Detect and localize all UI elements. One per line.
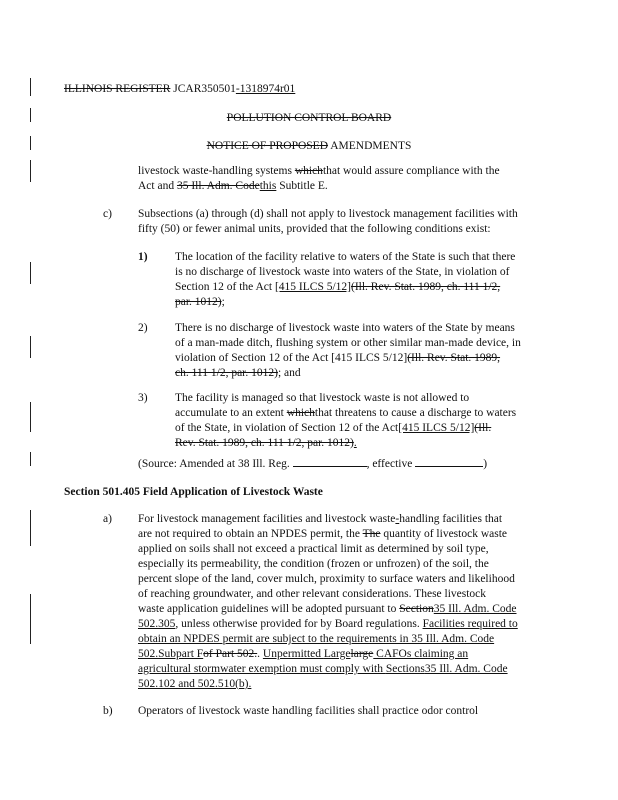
register-blank [293, 456, 367, 467]
condition-2-line-2: of a man-made ditch, flushing system or other similar man-made device, in [175, 337, 521, 349]
item-a-line-7: waste application guidelines will be adopted pursuant to Section35 Ill. Adm. Code [138, 603, 517, 615]
effective-date-blank [415, 456, 483, 467]
condition-3-number: 3) [138, 392, 148, 404]
condition-3-line-2: accumulate to an extent whichthat threatens to cause a discharge to waters [175, 407, 517, 419]
item-a-line-12: 502.102 and 502.510(b). [138, 678, 252, 690]
item-b-line-1: Operators of livestock waste handling facilities shall practice odor control [138, 705, 479, 717]
intro-line-2: Act and 35 Ill. Adm. Codethis Subtitle E. [138, 180, 328, 192]
condition-2-line-4: ch. 111 1/2, par. 1012); and [175, 367, 301, 379]
change-bar [30, 262, 31, 284]
condition-1-line-3: Section 12 of the Act [415 ILCS 5/12](Ill. Rev. Stat. 1989, ch. 111 1/2, [175, 281, 501, 293]
item-a-line-2: are not required to obtain an NPDES permit, the The quantity of livestock waste [138, 528, 508, 540]
intro-line-1: livestock waste-handling systems whichthat would assure compliance with the [138, 165, 500, 177]
item-a-line-11: agricultural stormwater exemption must comply with Sections35 Ill. Adm. Code [138, 663, 508, 675]
change-bar [30, 452, 31, 466]
item-a-line-1: For livestock management facilities and livestock waste-handling facilities that [138, 513, 503, 525]
change-bar [30, 510, 31, 546]
item-a-line-6: of reaching groundwater, and other relevant considerations. These livestock [138, 588, 487, 600]
item-a-line-5: percent slope of the land, cover mulch, proximity to surface waters and likelihood [138, 573, 515, 585]
condition-1-line-2: is no discharge of livestock waste into waters of the State, in violation of [175, 266, 510, 278]
condition-3-line-4: Rev. Stat. 1989, ch. 111 1/2, par. 1012). [175, 437, 357, 449]
condition-1-line-1: The location of the facility relative to waters of the State is such that there [175, 251, 516, 263]
item-a-line-4: especially its permeability, the condition (frozen or unfrozen) of the soil, the [138, 558, 489, 570]
register-header: ILLINOIS REGISTER JCAR350501-1318974r01 [64, 83, 296, 95]
item-c-label: c) [103, 208, 112, 220]
condition-2-line-1: There is no discharge of livestock waste into waters of the State by means [175, 322, 515, 334]
item-a-label: a) [103, 513, 112, 525]
condition-3-line-3: of the State, in violation of Section 12 of the Act[415 ILCS 5/12](Ill. [175, 422, 492, 434]
section-heading: Section 501.405 Field Application of Livestock Waste [64, 486, 323, 498]
notice-title: NOTICE OF PROPOSED AMENDMENTS [206, 140, 412, 152]
source-note: (Source: Amended at 38 Ill. Reg. , effective ) [138, 458, 488, 470]
change-bar [30, 402, 31, 432]
condition-3-line-1: The facility is managed so that livestock waste is not allowed to [175, 392, 470, 404]
condition-2-line-3: violation of Section 12 of the Act [415 ILCS 5/12](Ill. Rev. Stat. 1989, [175, 352, 501, 364]
condition-1-line-4: par. 1012); [175, 296, 225, 308]
change-bar [30, 336, 31, 358]
item-c-line-2: fifty (50) or fewer animal units, provided that the following conditions exist: [138, 223, 491, 235]
condition-2-number: 2) [138, 322, 148, 334]
change-bar [30, 78, 31, 96]
change-bar [30, 594, 31, 644]
item-a-line-3: applied on soils shall not exceed a practical limit as determined by soil type, [138, 543, 489, 555]
item-b-label: b) [103, 705, 113, 717]
item-c-line-1: Subsections (a) through (d) shall not apply to livestock management facilities with [138, 208, 518, 220]
item-a-line-8: 502.305, unless otherwise provided for by Board regulations. Facilities required to [138, 618, 518, 630]
item-a-line-10: 502.Subpart Fof Part 502.. Unpermitted Largelarge CAFOs claiming an [138, 648, 469, 660]
board-name: POLLUTION CONTROL BOARD [226, 112, 392, 124]
condition-1-number: 1) [138, 251, 148, 263]
change-bar [30, 160, 31, 182]
item-a-line-9: obtain an NPDES permit are subject to the requirements in 35 Ill. Adm. Code [138, 633, 495, 645]
